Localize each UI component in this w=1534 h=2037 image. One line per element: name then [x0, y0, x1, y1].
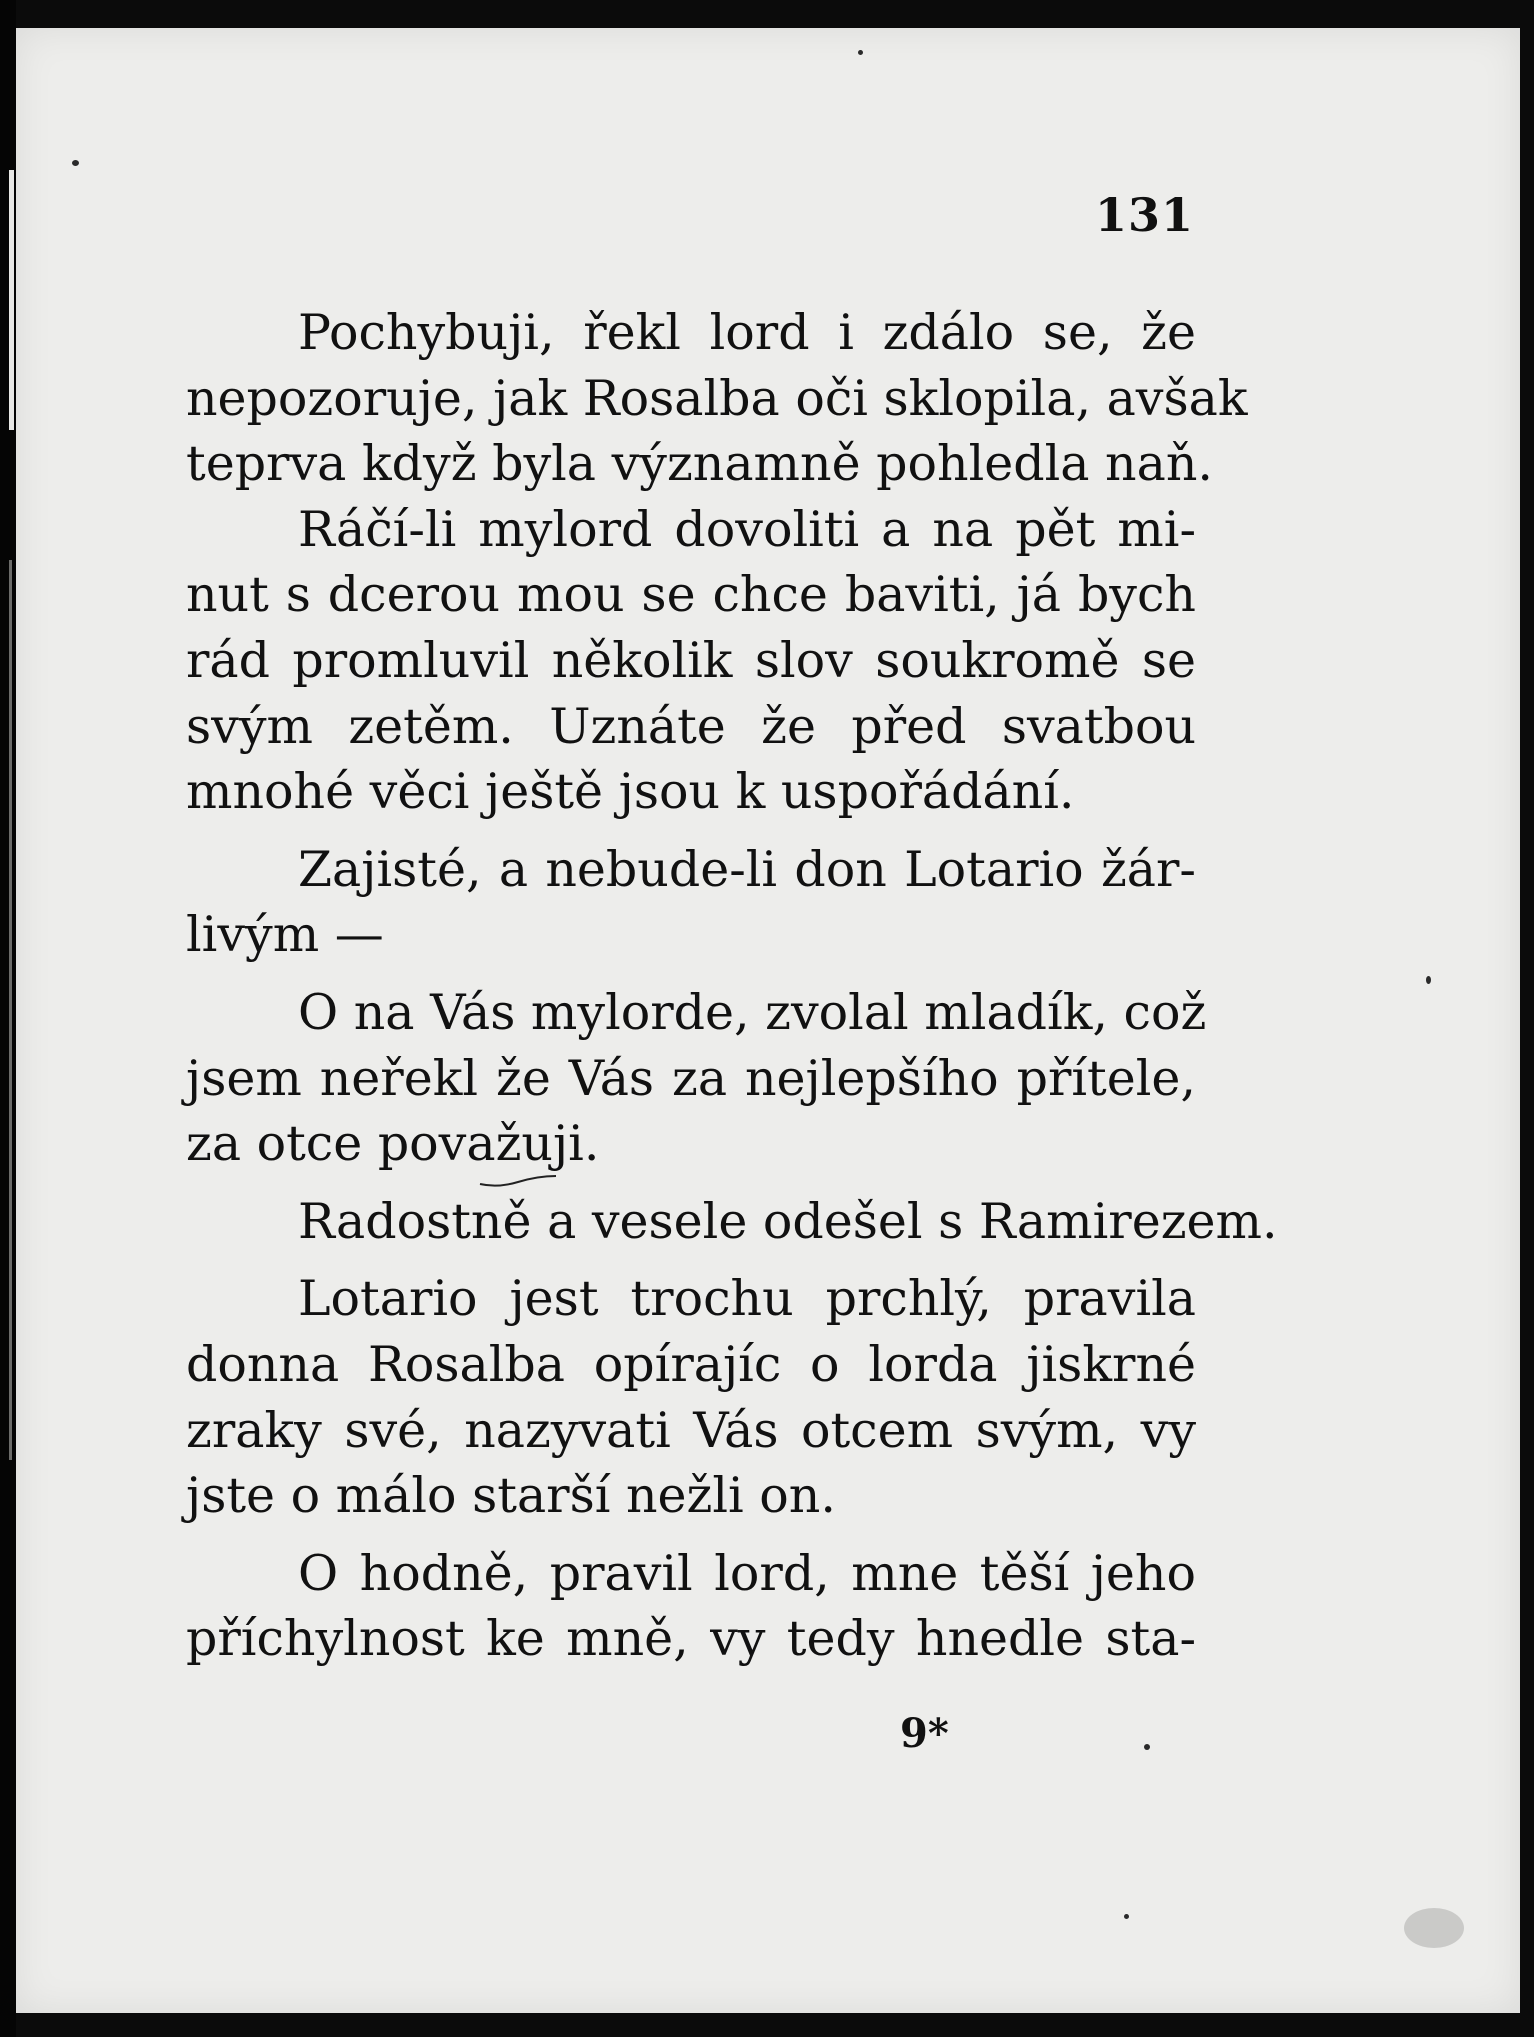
scan-speck — [1124, 1914, 1129, 1919]
text-line: Ráčí-li mylord dovoliti a na pět mi- — [298, 500, 1196, 558]
text-line: nepozoruje, jak Rosalba oči sklopila, avšak — [186, 369, 1248, 427]
scan-speck — [72, 160, 79, 166]
text-line: Lotario jest trochu prchlý, pravila — [298, 1270, 1196, 1328]
text-line: Pochybuji, řekl lord i zdálo se, že — [298, 304, 1196, 361]
text-line: teprva když byla významně pohledla naň. — [186, 435, 1213, 493]
text-line: donna Rosalba opírajíc o lorda jiskrné — [186, 1335, 1196, 1393]
paragraph — [186, 497, 1196, 825]
text-line: jste o málo starší nežli on. — [186, 1467, 836, 1525]
text-line: za otce považuji. — [186, 1115, 600, 1173]
scan-speck — [1426, 976, 1431, 984]
paragraph — [186, 1541, 1196, 1672]
paragraph — [186, 1266, 1196, 1528]
text-line: rád promluvil několik slov soukromě se — [186, 631, 1196, 689]
page-number: 131 — [1095, 188, 1195, 242]
scan-left-edge — [0, 0, 16, 2037]
scan-speck — [1404, 1908, 1464, 1948]
text-line: nut s dcerou mou se chce baviti, já bych — [186, 566, 1196, 624]
text-line: Radostně a vesele odešel s Ramirezem. — [298, 1192, 1278, 1250]
scan-edge-shadow — [9, 560, 12, 1460]
scan-speck — [858, 50, 863, 55]
text-line: Zajisté, a nebude-li don Lotario žár- — [298, 840, 1196, 898]
signature-mark: 9* — [900, 1710, 949, 1757]
text-line: příchylnost ke mně, vy tedy hnedle sta- — [186, 1610, 1196, 1668]
scan-speck — [1144, 1744, 1150, 1750]
paragraph — [186, 980, 1207, 1177]
paragraph — [186, 837, 1196, 968]
body-text — [186, 300, 1278, 1672]
text-line: svým zetěm. Uznáte že před svatbou — [186, 697, 1196, 755]
scan-edge-stripe — [9, 170, 14, 430]
paragraph — [186, 300, 1248, 497]
text-line: mnohé věci ještě jsou k uspořádání. — [186, 763, 1075, 821]
text-line: O hodně, pravil lord, mne těší jeho — [298, 1544, 1196, 1602]
paragraph — [186, 1189, 1278, 1255]
text-line: livým — — [186, 906, 384, 964]
text-line: jsem neřekl že Vás za nejlepšího přítele, — [186, 1049, 1196, 1107]
text-line: zraky své, nazyvati Vás otcem svým, vy — [186, 1401, 1196, 1459]
text-line: O na Vás mylorde, zvolal mladík, což — [298, 983, 1207, 1041]
ink-flourish — [478, 1172, 558, 1190]
